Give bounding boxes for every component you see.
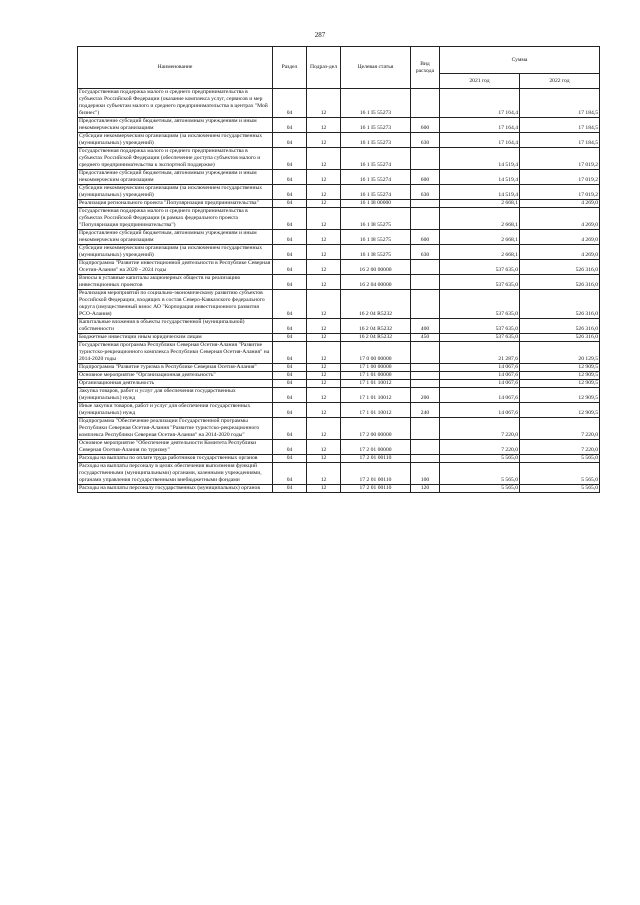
- row-sum-2022: 4 269,0: [520, 208, 600, 230]
- row-sum-2021: 17 164,4: [440, 89, 520, 118]
- row-name: Подпрограмма "Развитие туризма в Республике Северная Осетия-Алания": [78, 364, 273, 372]
- row-sum-2021: 5 565,0: [440, 455, 520, 463]
- budget-table: [77, 46, 600, 493]
- row-razdel: 04: [273, 418, 307, 440]
- row-name: Подпрограмма "Развитие инвестиционной деятельности в Республике Северная Осетия-Алания" на 2020 - 2024 годы: [78, 260, 273, 275]
- row-sum-2021: 21 287,6: [440, 342, 520, 364]
- row-sum-2022: 7 220,0: [520, 440, 600, 455]
- table-row: [78, 200, 600, 208]
- row-podrazdel: 12: [307, 380, 341, 388]
- table-row: [78, 364, 600, 372]
- row-sum-2022: 5 565,0: [520, 485, 600, 493]
- row-target: 16 1 I5 55273: [341, 89, 411, 118]
- row-razdel: 04: [273, 200, 307, 208]
- row-podrazdel: 12: [307, 440, 341, 455]
- row-target: 16 1 I5 55274: [341, 148, 411, 170]
- table-row: [78, 148, 600, 170]
- row-sum-2022: 12 909,5: [520, 388, 600, 403]
- row-target: 17 2 01 00110: [341, 485, 411, 493]
- row-sum-2021: 14 519,4: [440, 170, 520, 185]
- row-podrazdel: 12: [307, 200, 341, 208]
- table-row: [78, 185, 600, 200]
- row-podrazdel: 12: [307, 364, 341, 372]
- header-name: Наименование: [78, 47, 273, 89]
- row-name: Закупка товаров, работ и услуг для обеспечения государственных (муниципальных) нужд: [78, 388, 273, 403]
- table-row: [78, 319, 600, 334]
- row-name: Государственная поддержка малого и среднего предпринимательства в субъектах Российской Федерации (в рамках федерального проекта "Популяризация предпринимательства"): [78, 208, 273, 230]
- row-name: Субсидии некоммерческим организациям (за исключением государственных (муниципальных) учреждений): [78, 245, 273, 260]
- row-vid: [411, 200, 440, 208]
- header-target: Целевая статья: [341, 47, 411, 89]
- row-name: Основное мероприятие "Обеспечение деятельности Комитета Республики Северная Осетия-Алания по туризму": [78, 440, 273, 455]
- row-target: 17 1 00 00000: [341, 364, 411, 372]
- row-podrazdel: 12: [307, 185, 341, 200]
- row-target: 17 1 01 00000: [341, 372, 411, 380]
- row-target: 16 1 I8 55275: [341, 245, 411, 260]
- row-vid: 600: [411, 230, 440, 245]
- row-target: 16 1 I5 55273: [341, 133, 411, 148]
- table-row: [78, 403, 600, 418]
- row-target: 16 1 I8 55275: [341, 230, 411, 245]
- row-name: Основное мероприятие "Организационная деятельность": [78, 372, 273, 380]
- row-sum-2021: 537 635,0: [440, 290, 520, 319]
- header-2022: 2022 год: [520, 74, 600, 89]
- row-name: Капитальные вложения в объекты государственной (муниципальной) собственности: [78, 319, 273, 334]
- row-razdel: 04: [273, 148, 307, 170]
- row-sum-2021: 5 565,0: [440, 485, 520, 493]
- row-podrazdel: 12: [307, 418, 341, 440]
- row-sum-2022: 4 269,0: [520, 245, 600, 260]
- row-sum-2022: 4 269,0: [520, 230, 600, 245]
- row-vid: 450: [411, 334, 440, 342]
- row-sum-2021: 14 067,6: [440, 364, 520, 372]
- row-podrazdel: 12: [307, 403, 341, 418]
- header-podrazdel: Подраз-дел: [307, 47, 341, 89]
- row-razdel: 04: [273, 364, 307, 372]
- row-sum-2022: 5 565,0: [520, 455, 600, 463]
- row-sum-2021: 2 668,1: [440, 230, 520, 245]
- header-vid: Вид расхода: [411, 47, 440, 89]
- row-podrazdel: 12: [307, 170, 341, 185]
- row-name: Взносы в уставные капиталы акционерных обществ на реализацию инвестиционных проектов: [78, 275, 273, 290]
- row-sum-2022: 12 909,5: [520, 372, 600, 380]
- row-vid: [411, 260, 440, 275]
- row-sum-2022: 20 129,5: [520, 342, 600, 364]
- row-target: 16 2 00 00000: [341, 260, 411, 275]
- row-podrazdel: 12: [307, 275, 341, 290]
- row-podrazdel: 12: [307, 463, 341, 485]
- row-name: Предоставление субсидий бюджетным, автономным учреждениям и иным некоммерческим организациям: [78, 230, 273, 245]
- row-target: 16 2 04 R5232: [341, 290, 411, 319]
- row-vid: [411, 290, 440, 319]
- table-row: [78, 388, 600, 403]
- row-razdel: 04: [273, 260, 307, 275]
- row-sum-2021: 2 668,1: [440, 200, 520, 208]
- row-vid: [411, 89, 440, 118]
- row-razdel: 04: [273, 334, 307, 342]
- row-sum-2022: 526 316,0: [520, 275, 600, 290]
- row-sum-2022: 17 019,2: [520, 185, 600, 200]
- row-sum-2022: 12 909,5: [520, 380, 600, 388]
- row-target: 17 1 01 10012: [341, 388, 411, 403]
- row-target: 16 1 I5 55274: [341, 170, 411, 185]
- table-row: [78, 372, 600, 380]
- row-name: Реализация регионального проекта "Популяризация предпринимательства": [78, 200, 273, 208]
- row-razdel: 04: [273, 170, 307, 185]
- row-target: 16 1 I5 55273: [341, 118, 411, 133]
- row-vid: [411, 418, 440, 440]
- row-name: Субсидии некоммерческим организациям (за исключением государственных (муниципальных) учреждений): [78, 185, 273, 200]
- row-target: 17 2 01 00110: [341, 463, 411, 485]
- header-sum: Сумма: [440, 47, 600, 74]
- row-sum-2021: 14 067,6: [440, 403, 520, 418]
- row-sum-2021: 537 635,0: [440, 319, 520, 334]
- row-razdel: 04: [273, 230, 307, 245]
- row-sum-2022: 526 316,0: [520, 290, 600, 319]
- row-podrazdel: 12: [307, 319, 341, 334]
- row-vid: [411, 148, 440, 170]
- row-target: 16 2 04 00000: [341, 275, 411, 290]
- row-vid: 600: [411, 118, 440, 133]
- row-name: Государственная поддержка малого и среднего предпринимательства в субъектах Российской Федерации (оказание комплекса услуг, сервисов и мер поддержки субъектам малого и среднего предпринимательства в центрах "Мой бизнес"): [78, 89, 273, 118]
- row-sum-2021: 14 067,6: [440, 372, 520, 380]
- table-row: [78, 230, 600, 245]
- row-sum-2021: 17 164,4: [440, 133, 520, 148]
- row-target: 17 1 01 10012: [341, 380, 411, 388]
- row-sum-2022: 12 909,5: [520, 403, 600, 418]
- row-name: Бюджетные инвестиции иным юридическим лицам: [78, 334, 273, 342]
- row-sum-2021: 14 519,4: [440, 148, 520, 170]
- row-vid: [411, 342, 440, 364]
- row-razdel: 04: [273, 208, 307, 230]
- row-name: Расходы на выплаты по оплате труда работников государственных органов: [78, 455, 273, 463]
- row-vid: 630: [411, 245, 440, 260]
- row-sum-2022: 7 220,0: [520, 418, 600, 440]
- row-name: Предоставление субсидий бюджетным, автономным учреждениям и иным некоммерческим организациям: [78, 118, 273, 133]
- row-sum-2022: 526 316,0: [520, 260, 600, 275]
- row-sum-2021: 7 220,0: [440, 440, 520, 455]
- table-row: [78, 440, 600, 455]
- row-razdel: 04: [273, 245, 307, 260]
- table-row: [78, 290, 600, 319]
- table-row: [78, 275, 600, 290]
- row-podrazdel: 12: [307, 230, 341, 245]
- row-target: 16 1 I5 55274: [341, 185, 411, 200]
- table-row: [78, 245, 600, 260]
- row-target: 16 1 I8 00000: [341, 200, 411, 208]
- row-podrazdel: 12: [307, 372, 341, 380]
- table-row: [78, 118, 600, 133]
- row-podrazdel: 12: [307, 118, 341, 133]
- table-row: [78, 463, 600, 485]
- header-razdel: Раздел: [273, 47, 307, 89]
- row-razdel: 04: [273, 89, 307, 118]
- row-target: 16 2 04 R5232: [341, 319, 411, 334]
- table-row: [78, 455, 600, 463]
- row-sum-2021: 14 067,6: [440, 380, 520, 388]
- row-sum-2021: 537 635,0: [440, 275, 520, 290]
- table-row: [78, 485, 600, 493]
- row-razdel: 04: [273, 440, 307, 455]
- row-razdel: 04: [273, 290, 307, 319]
- row-vid: 240: [411, 403, 440, 418]
- row-sum-2022: 4 269,0: [520, 200, 600, 208]
- row-vid: [411, 372, 440, 380]
- row-vid: [411, 275, 440, 290]
- row-name: Иные закупки товаров, работ и услуг для обеспечения государственных (муниципальных) нужд: [78, 403, 273, 418]
- row-vid: 630: [411, 133, 440, 148]
- row-sum-2021: 5 565,0: [440, 463, 520, 485]
- row-name: Подпрограмма "Обеспечение реализации Государственной программы Республики Северная Осетия-Алания "Развитие туристско-рекреационного комплекса Республики Северная Осетия-Алания" на 2014-2020 годы": [78, 418, 273, 440]
- row-podrazdel: 12: [307, 148, 341, 170]
- table-row: [78, 89, 600, 118]
- row-razdel: 04: [273, 319, 307, 334]
- row-sum-2022: 17 019,2: [520, 170, 600, 185]
- row-target: 17 2 01 00110: [341, 455, 411, 463]
- row-sum-2022: 12 909,5: [520, 364, 600, 372]
- table-row: [78, 334, 600, 342]
- row-podrazdel: 12: [307, 388, 341, 403]
- table-row: [78, 342, 600, 364]
- table-row: [78, 208, 600, 230]
- row-name: Субсидии некоммерческим организациям (за исключением государственных (муниципальных) учреждений): [78, 133, 273, 148]
- row-razdel: 04: [273, 275, 307, 290]
- row-sum-2022: 526 316,0: [520, 319, 600, 334]
- row-vid: [411, 208, 440, 230]
- row-vid: [411, 440, 440, 455]
- row-razdel: 04: [273, 372, 307, 380]
- row-target: 16 2 04 R5232: [341, 334, 411, 342]
- row-vid: 600: [411, 170, 440, 185]
- row-name: Предоставление субсидий бюджетным, автономным учреждениям и иным некоммерческим организациям: [78, 170, 273, 185]
- row-podrazdel: 12: [307, 133, 341, 148]
- row-sum-2021: 17 164,4: [440, 118, 520, 133]
- row-razdel: 04: [273, 455, 307, 463]
- row-name: Государственная программа Республики Северная Осетия-Алания "Развитие туристско-рекреационного комплекса Республики Северная Осетия-Алания" на 2014-2020 годы: [78, 342, 273, 364]
- row-razdel: 04: [273, 118, 307, 133]
- row-vid: 200: [411, 388, 440, 403]
- row-podrazdel: 12: [307, 89, 341, 118]
- row-sum-2022: 17 184,5: [520, 89, 600, 118]
- row-target: 17 1 01 10012: [341, 403, 411, 418]
- header-2021: 2021 год: [440, 74, 520, 89]
- row-podrazdel: 12: [307, 245, 341, 260]
- row-sum-2022: 17 184,5: [520, 133, 600, 148]
- row-sum-2021: 537 635,0: [440, 334, 520, 342]
- row-vid: [411, 380, 440, 388]
- row-vid: 400: [411, 319, 440, 334]
- row-sum-2021: 537 635,0: [440, 260, 520, 275]
- row-sum-2021: 7 220,0: [440, 418, 520, 440]
- row-name: Расходы на выплаты персоналу государственных (муниципальных) органов: [78, 485, 273, 493]
- row-target: 17 0 00 00000: [341, 342, 411, 364]
- row-name: Реализация мероприятий по социально-экономическому развитию субъектов Российской Федерации, входящих в состав Северо-Кавказского федерального округа (имущественный взнос АО "Корпорация инвестиционного развития РСО-Алания): [78, 290, 273, 319]
- row-sum-2021: 14 067,6: [440, 388, 520, 403]
- row-podrazdel: 12: [307, 485, 341, 493]
- row-target: 16 1 I8 55275: [341, 208, 411, 230]
- row-sum-2022: 5 565,0: [520, 463, 600, 485]
- table-body: [78, 89, 600, 493]
- row-vid: 100: [411, 463, 440, 485]
- row-razdel: 04: [273, 403, 307, 418]
- page-number: 287: [314, 31, 326, 39]
- row-podrazdel: 12: [307, 290, 341, 319]
- row-target: 17 2 00 00000: [341, 418, 411, 440]
- row-razdel: 04: [273, 342, 307, 364]
- row-podrazdel: 12: [307, 455, 341, 463]
- table-row: [78, 133, 600, 148]
- row-razdel: 04: [273, 380, 307, 388]
- row-vid: [411, 455, 440, 463]
- row-name: Государственная поддержка малого и среднего предпринимательства в субъектах Российской Федерации (обеспечение доступа субъектов малого и среднего предпринимательства к экспортной поддержке): [78, 148, 273, 170]
- row-vid: 630: [411, 185, 440, 200]
- row-razdel: 04: [273, 133, 307, 148]
- row-podrazdel: 12: [307, 342, 341, 364]
- table-row: [78, 418, 600, 440]
- row-vid: 120: [411, 485, 440, 493]
- table-row: [78, 170, 600, 185]
- row-sum-2021: 14 519,4: [440, 185, 520, 200]
- row-sum-2021: 2 668,1: [440, 208, 520, 230]
- row-name: Расходы на выплаты персоналу в целях обеспечения выполнения функций государственными (муниципальными) органами, казенными учреждениями, органами управления государственными внебюджетными фондами: [78, 463, 273, 485]
- row-sum-2022: 17 184,5: [520, 118, 600, 133]
- row-razdel: 04: [273, 185, 307, 200]
- row-razdel: 04: [273, 463, 307, 485]
- row-razdel: 04: [273, 485, 307, 493]
- row-podrazdel: 12: [307, 260, 341, 275]
- row-vid: [411, 364, 440, 372]
- row-target: 17 2 01 00000: [341, 440, 411, 455]
- row-sum-2021: 2 668,1: [440, 245, 520, 260]
- row-sum-2022: 17 019,2: [520, 148, 600, 170]
- row-podrazdel: 12: [307, 208, 341, 230]
- row-name: Организационная деятельность: [78, 380, 273, 388]
- row-razdel: 04: [273, 388, 307, 403]
- row-podrazdel: 12: [307, 334, 341, 342]
- row-sum-2022: 526 316,0: [520, 334, 600, 342]
- table-row: [78, 260, 600, 275]
- table-row: [78, 380, 600, 388]
